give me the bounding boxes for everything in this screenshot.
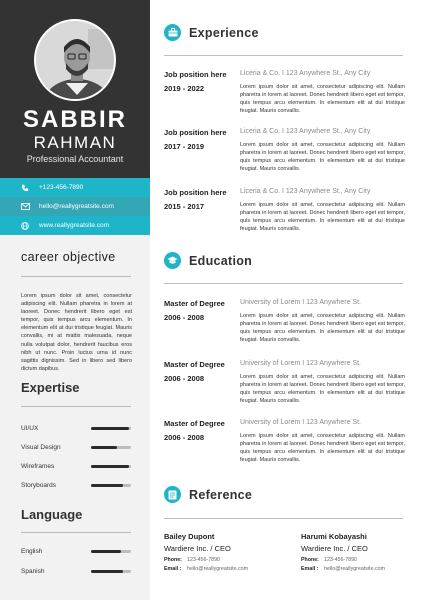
skill-label: Storyboards	[21, 481, 57, 489]
language-bar	[91, 570, 131, 573]
reference-card	[301, 532, 421, 572]
language-heading: Language	[21, 507, 83, 522]
skill-bar-fill	[91, 465, 129, 468]
person-portrait-icon	[36, 21, 116, 101]
experience-divider	[164, 55, 403, 56]
skill-item	[21, 461, 131, 471]
contact-email-text: hello@reallygreatsite.com	[39, 203, 114, 210]
language-bar-fill	[91, 570, 123, 573]
reference-company: Wardiere Inc. / CEO	[164, 544, 231, 553]
reference-email-label: Email :	[301, 566, 319, 572]
entry-role: Master of Degree	[164, 419, 225, 428]
language-bar	[91, 550, 131, 553]
contact-phone-text: +123-456-7890	[39, 184, 84, 191]
reference-phone[interactable]: 123-456-7890	[324, 557, 357, 563]
entry-description: Lorem ipsum dolor sit amet, consectetur adipiscing elit. Nullam pharetra in lorem at laoreet. Donec hendrerit libero eget est tempor, quis tempus arcu elementum. In elementum elit at dui tristique feugiat. Mauris convallis.	[240, 202, 405, 232]
reference-email-row	[301, 566, 421, 572]
language-label: English	[21, 547, 43, 555]
reference-email-label: Email :	[164, 566, 182, 572]
experience-header	[164, 24, 259, 41]
reference-header	[164, 486, 252, 503]
skill-bar-fill	[91, 484, 123, 487]
language-bar-fill	[91, 550, 121, 553]
skill-bar-fill	[91, 427, 129, 430]
contact-email[interactable]	[0, 197, 150, 216]
entry-description: Lorem ipsum dolor sit amet, consectetur adipiscing elit. Nullam pharetra in lorem at laoreet. Donec hendrerit libero eget est tempor, quis tempus arcu elementum. In elementum elit at dui tristique feugiat. Mauris convallis.	[240, 313, 405, 343]
skill-bar-fill	[91, 446, 117, 449]
sidebar	[0, 0, 150, 600]
reference-phone-row	[164, 557, 284, 563]
profile-header	[0, 0, 150, 178]
skill-item	[21, 442, 131, 452]
education-header	[164, 252, 252, 269]
reference-company: Wardiere Inc. / CEO	[301, 544, 368, 553]
mail-icon	[20, 202, 30, 212]
reference-phone-label: Phone:	[164, 557, 182, 563]
skill-label: UI/UX	[21, 424, 39, 432]
entry-years: 2019 - 2022	[164, 84, 205, 93]
education-divider	[164, 283, 403, 284]
job-title: Professional Accountant	[26, 154, 124, 164]
entry-place: University of Lorem I 123 Anywhere St.	[240, 419, 361, 426]
skill-item	[21, 423, 131, 433]
skill-label: Wireframes	[21, 462, 55, 470]
reference-name: Harumi Kobayashi	[301, 532, 367, 541]
education-heading: Education	[189, 253, 253, 268]
reference-name: Bailey Dupont	[164, 532, 215, 541]
experience-heading: Experience	[189, 25, 259, 40]
entry-description: Lorem ipsum dolor sit amet, consectetur adipiscing elit. Nullam pharetra in lorem at laoreet. Donec hendrerit libero eget est tempor, quis tempus arcu elementum. In elementum elit at dui tristique feugiat. Mauris convallis.	[240, 84, 405, 114]
objective-text: Lorem ipsum dolor sit amet, consectetur adipiscing elit. Nullam pharetra in lorem at laoreet. Donec hendrerit libero eget est tempor, quis tempus arcu elementum. In elementum elit at dui tristique feugiat. Mauris convallis, mi at mattis malesuada, neque nulla volutpat dolor, hendrerit faucibus eros nibh ut nunc. Proin luctus urna id nunc sagittis dignissim. Sed in libero sed libero dictum dapibus.	[21, 293, 132, 372]
contact-phone[interactable]	[0, 178, 150, 197]
language-divider	[21, 532, 131, 533]
reference-phone-label: Phone:	[301, 557, 319, 563]
skill-bar	[91, 465, 131, 468]
skill-bar	[91, 484, 131, 487]
entry-years: 2015 - 2017	[164, 202, 205, 211]
entry-description: Lorem ipsum dolor sit amet, consectetur adipiscing elit. Nullam pharetra in lorem at laoreet. Donec hendrerit libero eget est tempor, quis tempus arcu elementum. In elementum elit at dui tristique feugiat. Mauris convallis.	[240, 142, 405, 172]
entry-role: Job position here	[164, 70, 227, 79]
graduation-cap-icon	[164, 252, 181, 269]
contact-website-text: www.reallygreatsite.com	[39, 222, 110, 229]
reference-phone-row	[301, 557, 421, 563]
first-name: SABBIR	[22, 106, 127, 133]
objective-divider	[21, 276, 131, 277]
reference-phone[interactable]: 123-456-7890	[187, 557, 220, 563]
entry-role: Master of Degree	[164, 360, 225, 369]
reference-heading: Reference	[189, 487, 253, 502]
language-label: Spanish	[21, 567, 45, 575]
objective-heading: career objective	[21, 250, 116, 264]
entry-years: 2006 - 2008	[164, 374, 205, 383]
entry-place: University of Lorem I 123 Anywhere St.	[240, 299, 361, 306]
reference-icon	[164, 486, 181, 503]
expertise-divider	[21, 406, 131, 407]
skill-bar	[91, 427, 131, 430]
reference-divider	[164, 518, 403, 519]
skill-label: Visual Design	[21, 443, 61, 451]
briefcase-icon	[164, 24, 181, 41]
profile-photo	[34, 19, 116, 101]
skill-bar	[91, 446, 131, 449]
entry-role: Job position here	[164, 128, 227, 137]
globe-icon	[20, 221, 30, 231]
entry-years: 2006 - 2008	[164, 433, 205, 442]
skill-item	[21, 480, 131, 490]
reference-email-row	[164, 566, 284, 572]
entry-years: 2017 - 2019	[164, 142, 205, 151]
entry-place: Liceria & Co. I 123 Anywhere St., Any City	[240, 128, 371, 135]
language-item	[21, 566, 131, 576]
phone-icon	[20, 183, 30, 193]
last-name: RAHMAN	[33, 133, 117, 152]
reference-email[interactable]: hello@reallygreatsite.com	[187, 566, 249, 572]
entry-description: Lorem ipsum dolor sit amet, consectetur adipiscing elit. Nullam pharetra in lorem at laoreet. Donec hendrerit libero eget est tempor, quis tempus arcu elementum. In elementum elit at dui tristique feugiat. Mauris convallis.	[240, 433, 405, 463]
reference-card	[164, 532, 284, 572]
language-item	[21, 546, 131, 556]
entry-years: 2006 - 2008	[164, 313, 205, 322]
entry-place: University of Lorem I 123 Anywhere St.	[240, 360, 361, 367]
reference-email[interactable]: hello@reallygreatsite.com	[324, 566, 386, 572]
entry-role: Job position here	[164, 188, 227, 197]
contact-website[interactable]	[0, 216, 150, 235]
entry-place: Liceria & Co. I 123 Anywhere St., Any City	[240, 188, 371, 195]
entry-description: Lorem ipsum dolor sit amet, consectetur adipiscing elit. Nullam pharetra in lorem at laoreet. Donec hendrerit libero eget est tempor, quis tempus arcu elementum. In elementum elit at dui tristique feugiat. Mauris convallis.	[240, 374, 405, 404]
expertise-heading: Expertise	[21, 380, 80, 395]
entry-place: Liceria & Co. I 123 Anywhere St., Any City	[240, 70, 371, 77]
entry-role: Master of Degree	[164, 299, 225, 308]
